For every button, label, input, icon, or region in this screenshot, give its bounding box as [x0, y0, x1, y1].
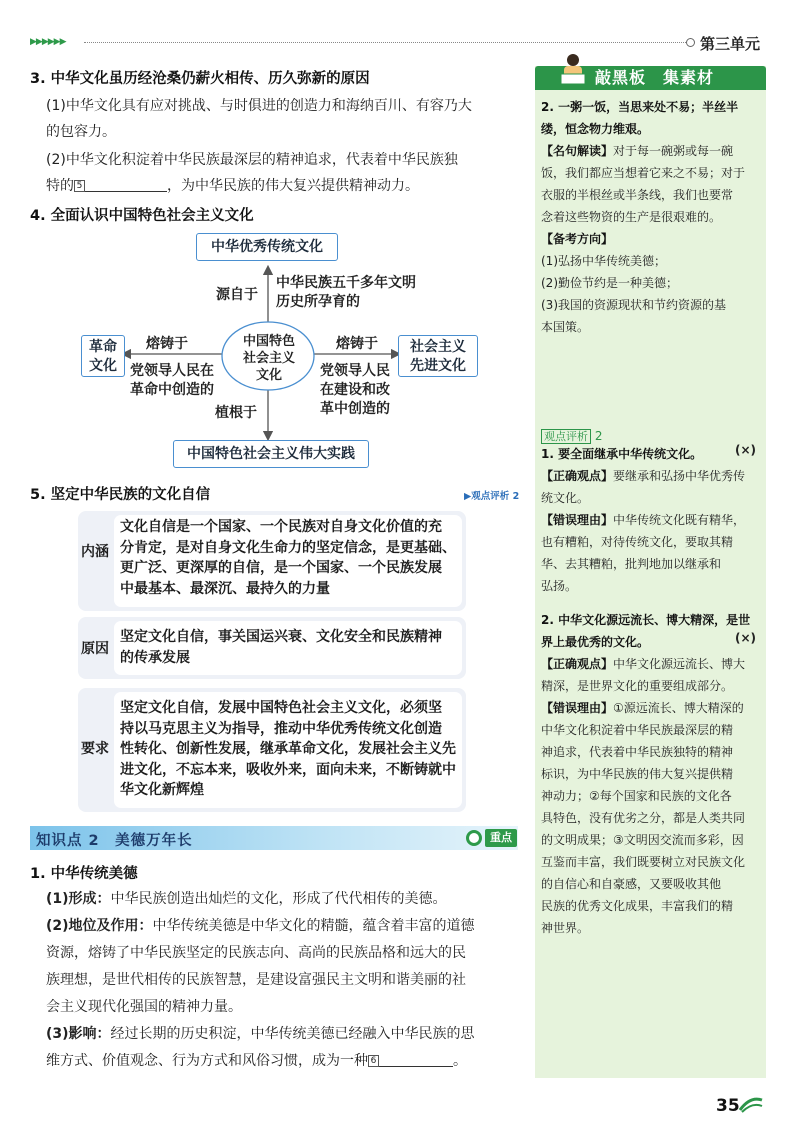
target-icon	[466, 830, 482, 846]
sidebar-item-2: 2. 一粥一饭，当思来处不易；半丝半 缕，恒念物力维艰。 【名句解读】对于每一碗粥或每一碗 饭，我们都应当想着它来之不易；对于 衣服的半根丝或半条线，我们也要常 念着这些物资的生产是很艰难的。 【备考方向】 (1)弘扬中华传统美德； (2)勤俭节约是一种美德； (3)我国的资源现状和节约资源的基 本国策。	[541, 100, 746, 334]
box-great-practice: 中国特色社会主义伟大实践	[173, 440, 369, 468]
card-reason	[78, 617, 466, 679]
view-1-mark: (×)	[735, 443, 757, 457]
virtue-section-title: 1. 中华传统美德	[30, 866, 138, 882]
desc-forged-right: 党领导人民 在建设和改 革中创造的	[320, 363, 390, 417]
card-body: 坚定文化自信，事关国运兴衰、文化安全和民族精神 的传承发展	[114, 621, 462, 675]
center-label: 中国特色 社会主义 文化	[242, 334, 295, 383]
header-arrows-icon: ▶▶▶▶▶▶	[30, 37, 66, 47]
card-label: 内涵	[81, 544, 109, 560]
card-body: 文化自信是一个国家、一个民族对自身文化价值的充 分肯定，是对自身文化生命力的坚定信念，是更基础、 更广泛、更深厚的自信，是一个国家、一个民族发展 中最基本、最深沉、最持久的力量	[114, 515, 462, 607]
view-analysis-label: 观点评析	[541, 429, 591, 444]
s3-p2-text-b: ，为中华民族的伟大复兴提供精神动力。	[167, 178, 419, 194]
page-number: 35	[716, 1096, 740, 1116]
s3-p2-line1: (2)中华文化积淀着中华民族最深层的精神追求，代表着中华民族独	[46, 152, 458, 168]
label-rooted: 植根于	[215, 405, 257, 421]
view-1: 1. 要全面继承中华传统文化。 【正确观点】要继承和弘扬中华优秀传 统文化。 【错误理由】中华传统文化既有精华， 也有糟粕，对待传统文化，要取其精 华、去其糟粕，批判地加以继承和 弘扬。	[541, 447, 746, 593]
desc-originates: 中华民族五千多年文明 历史所孕育的	[276, 275, 416, 310]
card-requirement	[78, 688, 466, 812]
fill-blank-6[interactable]	[379, 1066, 453, 1067]
blank-number-5: 5	[74, 180, 85, 192]
view-analysis-ref[interactable]: ▶观点评析 2	[464, 491, 520, 502]
card-body: 坚定文化自信，发展中国特色社会主义文化，必须坚 持以马克思主义为指导，推动中华优秀传统文化创造 性转化、创新性发展，继承革命文化，发展社会主义先 进文化，不忘本来，吸收外来，面向未来，不断铸就中 华文化新辉煌	[114, 692, 462, 808]
card-connotation	[78, 511, 466, 611]
sidebar-title: 敲黑板 集素材	[595, 68, 715, 87]
virtue-p2-line3: 族理想，是世代相传的民族智慧，是建设富强民主文明和谐美丽的社	[46, 972, 466, 988]
virtue-p3-line2: 维方式、价值观念、行为方式和风俗习惯，成为一种 6 。	[46, 1053, 467, 1069]
section-5-title: 5. 坚定中华民族的文化自信	[30, 487, 211, 503]
card-label: 原因	[81, 641, 109, 657]
label-originates: 源自于	[216, 287, 258, 303]
page-swoosh-icon	[738, 1094, 764, 1114]
unit-title: 第三单元	[700, 35, 761, 53]
virtue-p2-line2: 资源，熔铸了中华民族坚定的民族志向、高尚的民族品格和远大的民	[46, 945, 466, 961]
view-analysis-number: 2	[594, 429, 603, 443]
view-2: 2. 中华文化源远流长、博大精深，是世 界上最优秀的文化。 【正确观点】中华文化源远流长、博大 精深，是世界文化的重要组成部分。 【错误理由】①源远流长、博大精深的 中华文化积淀着中华民族最深层的精 神追求，代表着中华民族独特的精神 标识，为中华民族的伟大复兴提供精 神动力；②每个国家和民族的文化各 具特色，没有优劣之分，都是人类共同 的文明成果；③文明因交流而多彩，因 互鉴而丰富，我们既要树立对民族文化 的自信心和自豪感，又要吸收其他 民族的优秀文化成果，丰富我们的精 神世界。	[541, 613, 751, 935]
virtue-p2-line4: 会主义现代化强国的精神力量。	[46, 999, 242, 1015]
section-3-title: 3. 中华文化虽历经沧桑仍薪火相传、历久弥新的原因	[30, 71, 370, 87]
view-2-mark: (×)	[735, 631, 757, 645]
s3-p1-line1: (1)中华文化具有应对挑战、与时俱进的创造力和海纳百川、有容乃大	[46, 98, 472, 114]
virtue-p2-line1: (2)地位及作用：中华传统美德是中华文化的精髓，蕴含着丰富的道德	[46, 918, 475, 934]
key-point-badge: 重点	[485, 829, 517, 847]
label-forged-right: 熔铸于	[336, 336, 378, 352]
box-traditional-culture: 中华优秀传统文化	[196, 233, 338, 261]
knowledge-point-title: 知识点 2 美德万年长	[36, 833, 193, 849]
view-analysis-tag	[541, 428, 602, 444]
section-4-title: 4. 全面认识中国特色社会主义文化	[30, 208, 254, 224]
box-advanced-culture: 社会主义 先进文化	[398, 335, 478, 377]
virtue-p1: (1)形成：中华民族创造出灿烂的文化，形成了代代相传的美德。	[46, 891, 447, 907]
s3-p2-text-a: 特的	[46, 178, 74, 194]
desc-forged-left: 党领导人民在 革命中创造的	[130, 363, 214, 398]
student-reading-icon	[558, 52, 588, 90]
blank-number-6: 6	[368, 1055, 379, 1067]
card-label: 要求	[81, 741, 109, 757]
virtue-p3-line1: (3)影响：经过长期的历史积淀，中华传统美德已经融入中华民族的思	[46, 1026, 475, 1042]
s3-p1-line2: 的包容力。	[46, 124, 116, 140]
label-forged-left: 熔铸于	[146, 336, 188, 352]
box-revolutionary-culture: 革命 文化	[81, 335, 125, 377]
